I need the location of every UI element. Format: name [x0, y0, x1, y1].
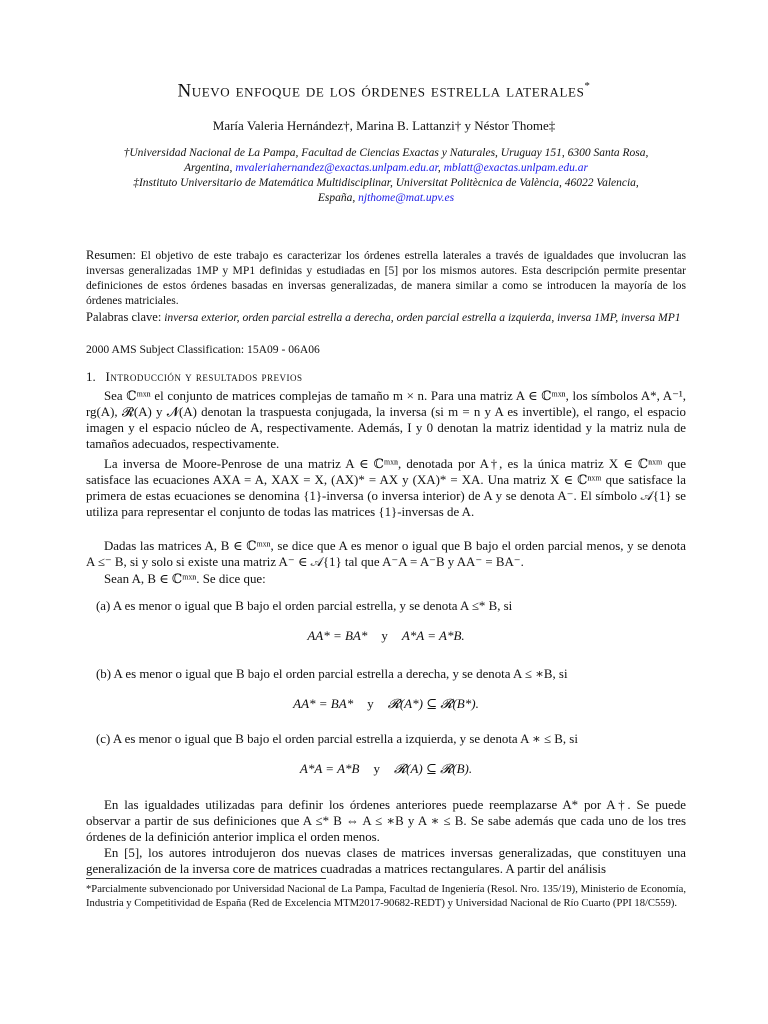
email-separator: ,	[437, 162, 444, 174]
email-link-lattanzi[interactable]: mblatt@exactas.unlpam.edu.ar	[443, 162, 589, 174]
paper-title	[40, 80, 728, 102]
affiliation-2	[86, 176, 686, 206]
paragraph-4-text: Sean A, B ∈ ℂᵐˣⁿ. Se dice que:	[104, 572, 266, 586]
paragraph-5	[86, 797, 686, 845]
paragraph-5-text: En las igualdades utilizadas para definir los órdenes anteriores puede reemplazarse A* por A†. Se puede observar a partir de sus definiciones que A ≤* B ⇔ A ≤ ∗B y A ∗ ≤ B. Se sabe además que cada uno de los tres órdenes de la definición anterior implica el orden menos.	[86, 798, 686, 844]
section-number: 1.	[86, 369, 96, 384]
keywords	[86, 310, 686, 325]
equation-a-left: AA* = BA*	[307, 628, 368, 643]
affiliation-2-country: España,	[317, 192, 359, 204]
affiliation-1	[86, 146, 686, 176]
paragraph-6-text: En [5], los autores introdujeron dos nuevas clases de matrices inversas generalizadas, que constituyen una generalización de la inversa core de matrices cuadradas a matrices rectangulares. A partir del análisis	[86, 846, 686, 876]
equation-b-left: AA* = BA*	[293, 696, 354, 711]
equation-b	[86, 696, 686, 712]
affiliation-1-line-2	[86, 161, 686, 176]
abstract-label: Resumen:	[86, 248, 136, 262]
paragraph-4	[86, 571, 686, 587]
affiliation-1-country: Argentina,	[183, 162, 236, 174]
paragraph-1-text: Sea ℂᵐˣⁿ el conjunto de matrices complejas de tamaño m × n. Para una matriz A ∈ ℂᵐˣⁿ, los símbolos A*, A⁻¹, rg(A), 𝓡(A) y 𝓝(A) denotan la traspuesta conjugada, la inversa (si m = n y A es invertible), el rango, el espacio imagen y el espacio núcleo de A, respectivamente. Además, I y 0 denotan la matriz identidad y la matriz nula de tamaños adecuados, respectivamente.	[86, 389, 686, 451]
equation-c-left: A*A = A*B	[299, 761, 360, 776]
equation-a	[86, 628, 686, 644]
affiliation-1-line-1: †Universidad Nacional de La Pampa, Facultad de Ciencias Exactas y Naturales, Uruguay 151, 6300 Santa Rosa,	[123, 147, 649, 159]
paragraph-2-text: La inversa de Moore-Penrose de una matriz A ∈ ℂᵐˣⁿ, denotada por A†, es la única matriz X ∈ ℂⁿˣᵐ que satisface las ecuaciones AXA = A, XAX = X, (AX)* = AX y (XA)* = XA. Una matriz X ∈ ℂⁿˣᵐ que satisface la primera de estas ecuaciones se denomina {1}-inversa (o inversa interior) de A y se denota A⁻. El símbolo 𝒜{1} se utiliza para representar el conjunto de todas las matrices {1}-inversas de A.	[86, 457, 686, 519]
definition-item-a: (a) A es menor o igual que B bajo el orden parcial estrella, y se denota A ≤* B, si	[96, 599, 513, 613]
abstract-text: El objetivo de este trabajo es caracterizar los órdenes estrella laterales a través de igualdades que involucran las inversas generalizadas 1MP y MP1 definidas y estudiadas en [5] por los mismos autores. Esta descripción permite presentar definiciones de estos órdenes basadas en inversas generalizadas, de manera similar a como se introducen la mayoría de los órdenes matriciales.	[86, 249, 686, 307]
paper-title-text: Nuevo enfoque de los órdenes estrella laterales	[177, 80, 585, 102]
equation-c	[86, 761, 686, 777]
affiliation-2-line-2	[86, 191, 686, 206]
paragraph-3-text: Dadas las matrices A, B ∈ ℂᵐˣⁿ, se dice que A es menor o igual que B bajo el orden parcial menos, y se denota A ≤⁻ B, si y solo si existe una matriz A⁻ ∈ 𝒜{1} tal que A⁻A = A⁻B y AA⁻ = BA⁻.	[86, 539, 686, 569]
equation-c-right: 𝓡(A) ⊆ 𝓡(B).	[393, 761, 473, 776]
abstract	[86, 248, 686, 308]
equation-b-right: 𝓡(A*) ⊆ 𝓡(B*).	[387, 696, 479, 711]
ams-classification: 2000 AMS Subject Classification: 15A09 - 06A06	[86, 343, 320, 356]
paragraph-6	[86, 845, 686, 877]
author-list: María Valeria Hernández†, Marina B. Lattanzi† y Néstor Thome‡	[212, 118, 556, 133]
affiliation-2-line-1: ‡Instituto Universitario de Matemática Multidisciplinar, Universitat Politècnica de València, 46022 Valencia,	[133, 177, 639, 189]
equation-b-conjunction: y	[367, 696, 374, 711]
definition-item-c: (c) A es menor o igual que B bajo el orden parcial estrella a izquierda, y se denota A ∗ ≤ B, si	[96, 732, 578, 746]
definition-item-b: (b) A es menor o igual que B bajo el orden parcial estrella a derecha, y se denota A ≤ ∗B, si	[96, 667, 568, 681]
equation-c-conjunction: y	[373, 761, 380, 776]
email-link-thome[interactable]: njthome@mat.upv.es	[358, 192, 455, 204]
section-heading	[86, 369, 686, 385]
keywords-label: Palabras clave:	[86, 310, 162, 324]
section-title: Introducción y resultados previos	[105, 369, 303, 384]
keywords-text: inversa exterior, orden parcial estrella a derecha, orden parcial estrella a izquierda, inversa 1MP, inversa MP1	[161, 311, 681, 324]
title-footnote-mark: *	[584, 80, 591, 92]
equation-a-conjunction: y	[381, 628, 388, 643]
paragraph-1	[86, 388, 686, 452]
email-link-hernandez[interactable]: mvaleriahernandez@exactas.unlpam.edu.ar	[235, 162, 438, 174]
footnote: *Parcialmente subvencionado por Universidad Nacional de La Pampa, Facultad de Ingeniería (Resol. Nro. 135/19), Ministerio de Economía, Industria y Competitividad de España (Red de Excelencia MTM2017-90682-REDT) y Universidad Nacional de Río Cuarto (PPI 18/C559).	[86, 884, 686, 909]
footnote-rule	[86, 878, 326, 879]
paragraph-3	[86, 538, 686, 570]
equation-a-right: A*A = A*B.	[401, 628, 465, 643]
paragraph-2	[86, 456, 686, 520]
